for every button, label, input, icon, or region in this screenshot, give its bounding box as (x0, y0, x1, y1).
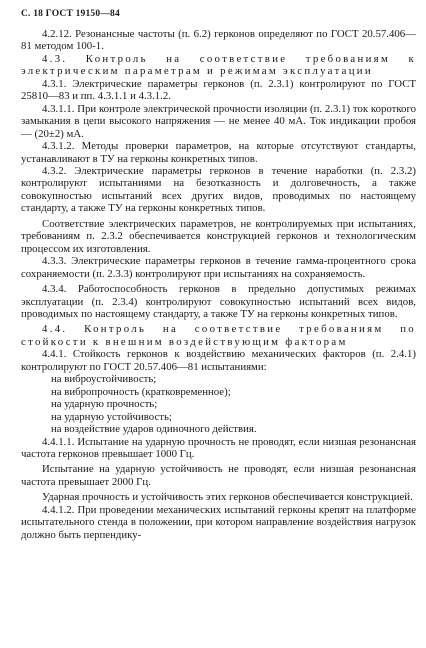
paragraph-shock-stability: Испытание на ударную устойчивость не проводят, если низшая резонансная частота превышает 2000 Гц. (21, 463, 416, 488)
section-heading-4-4: 4.4. Контроль на соответствие требованиям по стойкости к внешним воздействующим факторам (21, 323, 416, 348)
paragraph-4-3-3: 4.3.3. Электрические параметры герконов в течение гамма-процентного срока сохраняемости (п. 2.3.3) контролируют при испытаниях на сохраняемость. (21, 255, 416, 280)
section-heading-4-3: 4.3. Контроль на соответствие требованиям к электрическим параметрам и режимам эксплуатации (21, 52, 416, 78)
paragraph-4-3-1: 4.3.1. Электрические параметры герконов (п. 2.3.1) контролируют по ГОСТ 25810—83 и пп. 4.3.1.1 и 4.3.1.2. (21, 77, 416, 103)
list-item: на ударную устойчивость; (51, 410, 172, 423)
paragraph-4-3-1-2: 4.3.1.2. Методы проверки параметров, на которые отсутствуют стандарты, устанавливают в ТУ на герконы конкретных типов. (21, 140, 416, 165)
paragraph-4-4-1: 4.4.1. Стойкость герконов к воздействию механических факторов (п. 2.4.1) контролируют по ГОСТ 20.57.406—81 испытаниями: (21, 348, 416, 373)
list-item: на виброустойчивость; (51, 373, 157, 386)
paragraph-4-3-1-1: 4.3.1.1. При контроле электрической прочности изоляции (п. 2.3.1) ток короткого замыкания в цепи высокого напряжения — не менее 40 мА. Ток индикации пробоя — (20±2) мА. (21, 102, 416, 140)
paragraph-4-3-2: 4.3.2. Электрические параметры герконов в течение наработки (п. 2.3.2) контролируют испытаниями на безотказность и долговечность, а также совокупностью испытаний всех других видов, проводимых по настоящему стандарту, а также ТУ на герконы конкретных типов. (21, 164, 416, 215)
document-body (21, 28, 416, 541)
list-item: на вибропрочность (кратковременное); (51, 385, 231, 398)
paragraph-4-3-4: 4.3.4. Работоспособность герконов в предельно допустимых режимах эксплуатации (п. 2.3.4) контролируют совокупностью испытаний всех видов, проводимых по настоящему стандарту, а также ТУ на герконы конкретных типов. (21, 283, 416, 320)
page-header: С. 18 ГОСТ 19150—84 (21, 9, 120, 19)
paragraph-shock-strength: Ударная прочность и устойчивость этих герконов обеспечивается конструкцией. (42, 491, 413, 504)
paragraph-conformity: Соответствие электрических параметров, не контролируемых при испытаниях, требованиям п. 2.3.2 обеспечивается конструкцией герконов и технологическим процессом их изготовления. (21, 217, 416, 255)
paragraph-4-4-1-2: 4.4.1.2. При проведении механических испытаний герконы крепят на платформе испытательного стенда в положении, при котором направление воздействия нагрузок должно быть перпендику- (21, 503, 416, 541)
paragraph-4-2-12: 4.2.12. Резонансные частоты (п. 6.2) герконов определяют по ГОСТ 20.57.406—81 методом 100-1. (21, 28, 416, 53)
list-item: на воздействие ударов одиночного действия. (51, 423, 257, 436)
list-item: на ударную прочность; (51, 398, 158, 411)
paragraph-4-4-1-1: 4.4.1.1. Испытание на ударную прочность не проводят, если низшая резонансная частота герконов превышает 1000 Гц. (21, 435, 416, 460)
